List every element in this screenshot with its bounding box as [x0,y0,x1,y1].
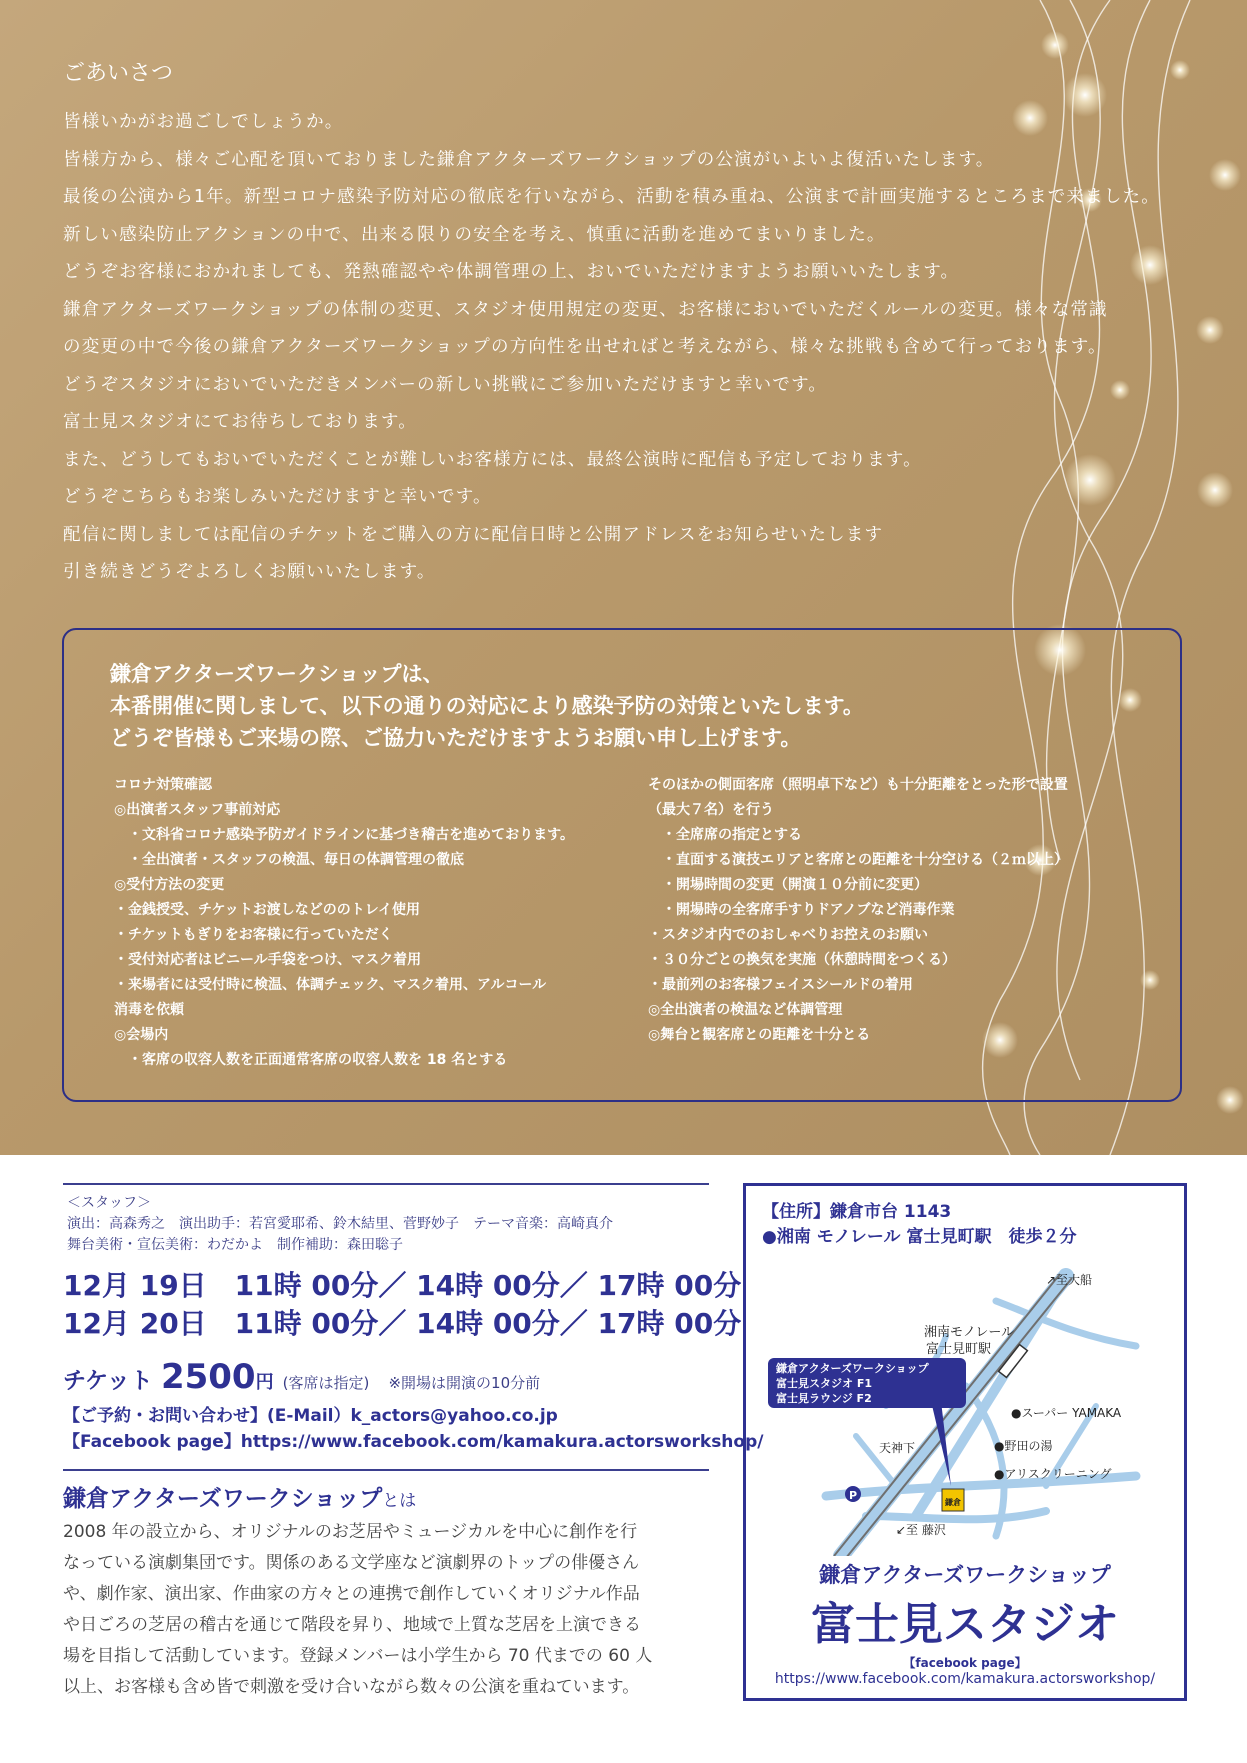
contact-info [63,1403,763,1455]
about-line: や日ごろの芝居の稽古を通じて階段を昇り、地域で上質な芝居を上演できる [63,1615,641,1635]
greeting-line: 富士見スタジオにてお待ちしております。 [63,412,417,432]
notice-item: コロナ対策確認 [114,777,212,793]
ticket-label: チケット [63,1368,153,1394]
notice-item: ・３０分ごとの換気を実施（休憩時間をつくる） [648,952,956,968]
notice-item: ・直面する演技エリアと客席との距離を十分空ける（２ｍ以上） [662,852,1068,868]
label-to-fujisawa: ↙至 藤沢 [896,1523,946,1537]
greeting-line: の変更の中で今後の鎌倉アクターズワークショップの方向性を出せればと考えながら、様々な挑戦も含めて行っております。 [63,337,1107,357]
studio-logo-text: 鎌倉 [945,1498,961,1507]
about-body [63,1517,723,1703]
about-line: や、劇作家、演出家、作曲家の方々との連携で創作していくオリジナル作品 [63,1584,640,1604]
seat-note: (客席は指定) [282,1374,370,1392]
greeting-line: 皆様いかがお過ごしでしょうか。 [63,112,344,132]
greeting-line: どうぞお客様におかれましても、発熱確認やや体調管理の上、おいでいただけますようお願いいたします。 [63,262,960,282]
notice-item: ・チケットもぎりをお客様に行っていただく [114,927,393,943]
greeting-line: 鎌倉アクターズワークショップの体制の変更、スタジオ使用規定の変更、お客様においでいただくルールの変更。様々な常識 [63,299,1108,320]
about-line: 場を目指して活動しています。登録メンバーは小学生から 70 代までの 60 人 [63,1646,653,1666]
notice-heading-line: 本番開催に関しまして、以下の通りの対応により感染予防の対策といたします。 [110,694,864,718]
open-note: ※開場は開演の10分前 [388,1374,541,1392]
staff-line: 演出：高森秀之 演出助手：若宮愛耶希、鈴木結里、菅野妙子 テーマ音楽：高崎真介 [67,1216,613,1232]
callout-line1: 鎌倉アクターズワークショップ [776,1362,929,1375]
notice-item: ・全出演者・スタッフの検温、毎日の体調管理の徹底 [128,852,464,868]
schedule-day: 12月 19日 11時 00分／ 14時 00分／ 17時 00分 [63,1269,742,1302]
notice-heading-line: 鎌倉アクターズワークショップは、 [110,662,444,686]
label-station-line1: 湘南モノレール [924,1325,1015,1340]
access-map [746,1186,1184,1556]
greeting-line: どうぞこちらもお楽しみいただけますと幸いです。 [63,487,492,507]
label-to-ofuna: ↗至大船 [1046,1273,1093,1287]
about-suffix: とは [382,1491,417,1511]
address: 【住所】鎌倉市台 1143 [762,1202,952,1222]
studio-name: 富士見スタジオ [811,1599,1119,1650]
notice-heading-line: どうぞ皆様もご来場の際、ご協力いただけますようお願い申し上げます。 [110,726,802,750]
notice-item: 消毒を依頼 [114,1002,184,1018]
notice-item: そのほかの側面客席（照明卓下など）も十分距離をとった形で設置 [648,777,1068,793]
notice-item: ・金銭授受、チケットお渡しなどののトレイ使用 [114,902,421,918]
about-line: 以上、お客様も含め皆で刺激を受け合いながら数々の公演を重ねています。 [63,1677,640,1697]
callout-line3: 富士見ラウンジ F2 [776,1392,872,1405]
greeting-line: 新しい感染防止アクションの中で、出来る限りの安全を考え、慎重に活動を進めてまいりました。 [63,224,886,245]
callout-line2: 富士見スタジオ F1 [776,1377,872,1390]
label-supermarket: ●スーパー YAMAKA [1011,1406,1122,1420]
label-cleaning: ●アリスクリーニング [994,1467,1112,1481]
notice-item: ・客席の収容人数を正面通常客席の収容人数を 18 名とする [128,1052,508,1068]
greeting-line: 皆様方から、様々ご心配を頂いておりました鎌倉アクターズワークショップの公演がいよいよ復活いたします。 [63,149,995,170]
label-noda-no-yu: ●野田の湯 [994,1439,1053,1453]
staff-title: ＜スタッフ＞ [67,1195,151,1211]
road [866,1511,1046,1519]
notice-item: ◎出演者スタッフ事前対応 [114,802,281,818]
contact-email[interactable]: 【ご予約・お問い合わせ】(E-Mail）k_actors@yahoo.co.jp [63,1406,558,1426]
notice-item: ・スタジオ内でのおしゃべりお控えのお願い [648,927,928,943]
greeting-line: 引き続きどうぞよろしくお願いいたします。 [63,562,436,582]
notice-item: ・来場者には受付時に検温、体調チェック、マスク着用、アルコール [114,977,547,993]
notice-right-column [648,773,1068,1048]
facebook-url[interactable]: https://www.facebook.com/kamakura.actorsworkshop/ [774,1671,1156,1687]
facebook-label: 【facebook page】 [903,1656,1027,1670]
schedule-day: 12月 20日 11時 00分／ 14時 00分／ 17時 00分 [63,1307,742,1340]
greeting-line: 最後の公演から1年。新型コロナ感染予防対応の徹底を行いながら、活動を積み重ね、公演まで計画実施するところまで来ました。 [63,187,1160,207]
schedule [63,1267,741,1343]
greeting-line: どうぞスタジオにおいでいただきメンバーの新しい挑戦にご参加いただけますと幸いです。 [63,374,828,395]
greeting-line: また、どうしてもおいでいただくことが難しいお客様方には、最終公演時に配信も予定しております。 [63,449,922,470]
notice-item: ・受付対応者はビニール手袋をつけ、マスク着用 [114,952,422,968]
greeting-title: ごあいさつ [63,61,174,86]
notice-item: ◎会場内 [114,1027,169,1043]
notice-item: ・文科省コロナ感染予防ガイドラインに基づき稽古を進めております。 [128,827,575,843]
greeting-body [63,104,1213,592]
divider [63,1469,709,1471]
ticket-price: 2500 [160,1357,256,1397]
map-box [743,1183,1187,1701]
notice-item: ・最前列のお客様フェイスシールドの着用 [648,977,913,993]
about-line: 2008 年の設立から、オリジナルのお芝居やミュージカルを中心に創作を行 [63,1522,638,1542]
about-line: なっている演劇集団です。関係のある文学座など演劇界のトップの俳優さん [63,1553,640,1573]
staff-line: 舞台美術・宣伝美術：わだかよ 制作補助：森田聡子 [67,1237,403,1253]
notice-item: ・開場時の全客席手すりドアノブなど消毒作業 [662,902,955,918]
bottom-section [0,1155,1247,1763]
notice-item: ◎舞台と観客席との距離を十分とる [648,1027,871,1043]
contact-facebook[interactable]: 【Facebook page】https://www.facebook.com/kamakura.actorsworkshop/ [63,1432,764,1452]
station-access: ●湘南 モノレール 富士見町駅 徒歩２分 [762,1227,1077,1247]
label-station-line2: 富士見町駅 [926,1342,992,1357]
about-name: 鎌倉アクターズワークショップ [63,1486,383,1512]
staff-credits [67,1193,613,1256]
notice-heading [110,658,864,754]
notice-item: ・開場時間の変更（開演１０分前に変更） [662,877,928,893]
about-title [63,1480,416,1513]
parking-label: P [848,1489,858,1502]
notice-item: ・全席席の指定とする [662,827,802,843]
notice-left-column [114,773,574,1073]
ticket-info [63,1357,540,1397]
label-tenjinshita: 天神下 [879,1441,916,1455]
notice-item: （最大７名）を行う [648,802,774,818]
divider [63,1183,709,1185]
notice-item: ◎全出演者の検温など体調管理 [648,1002,843,1018]
studio-org-name: 鎌倉アクターズワークショップ [819,1563,1111,1587]
ticket-currency: 円 [255,1372,274,1393]
greeting-line: 配信に関しましては配信のチケットをご購入の方に配信日時と公開アドレスをお知らせいたします [63,524,884,545]
notice-item: ◎受付方法の変更 [114,877,225,893]
covid-notice-box [62,628,1182,1102]
